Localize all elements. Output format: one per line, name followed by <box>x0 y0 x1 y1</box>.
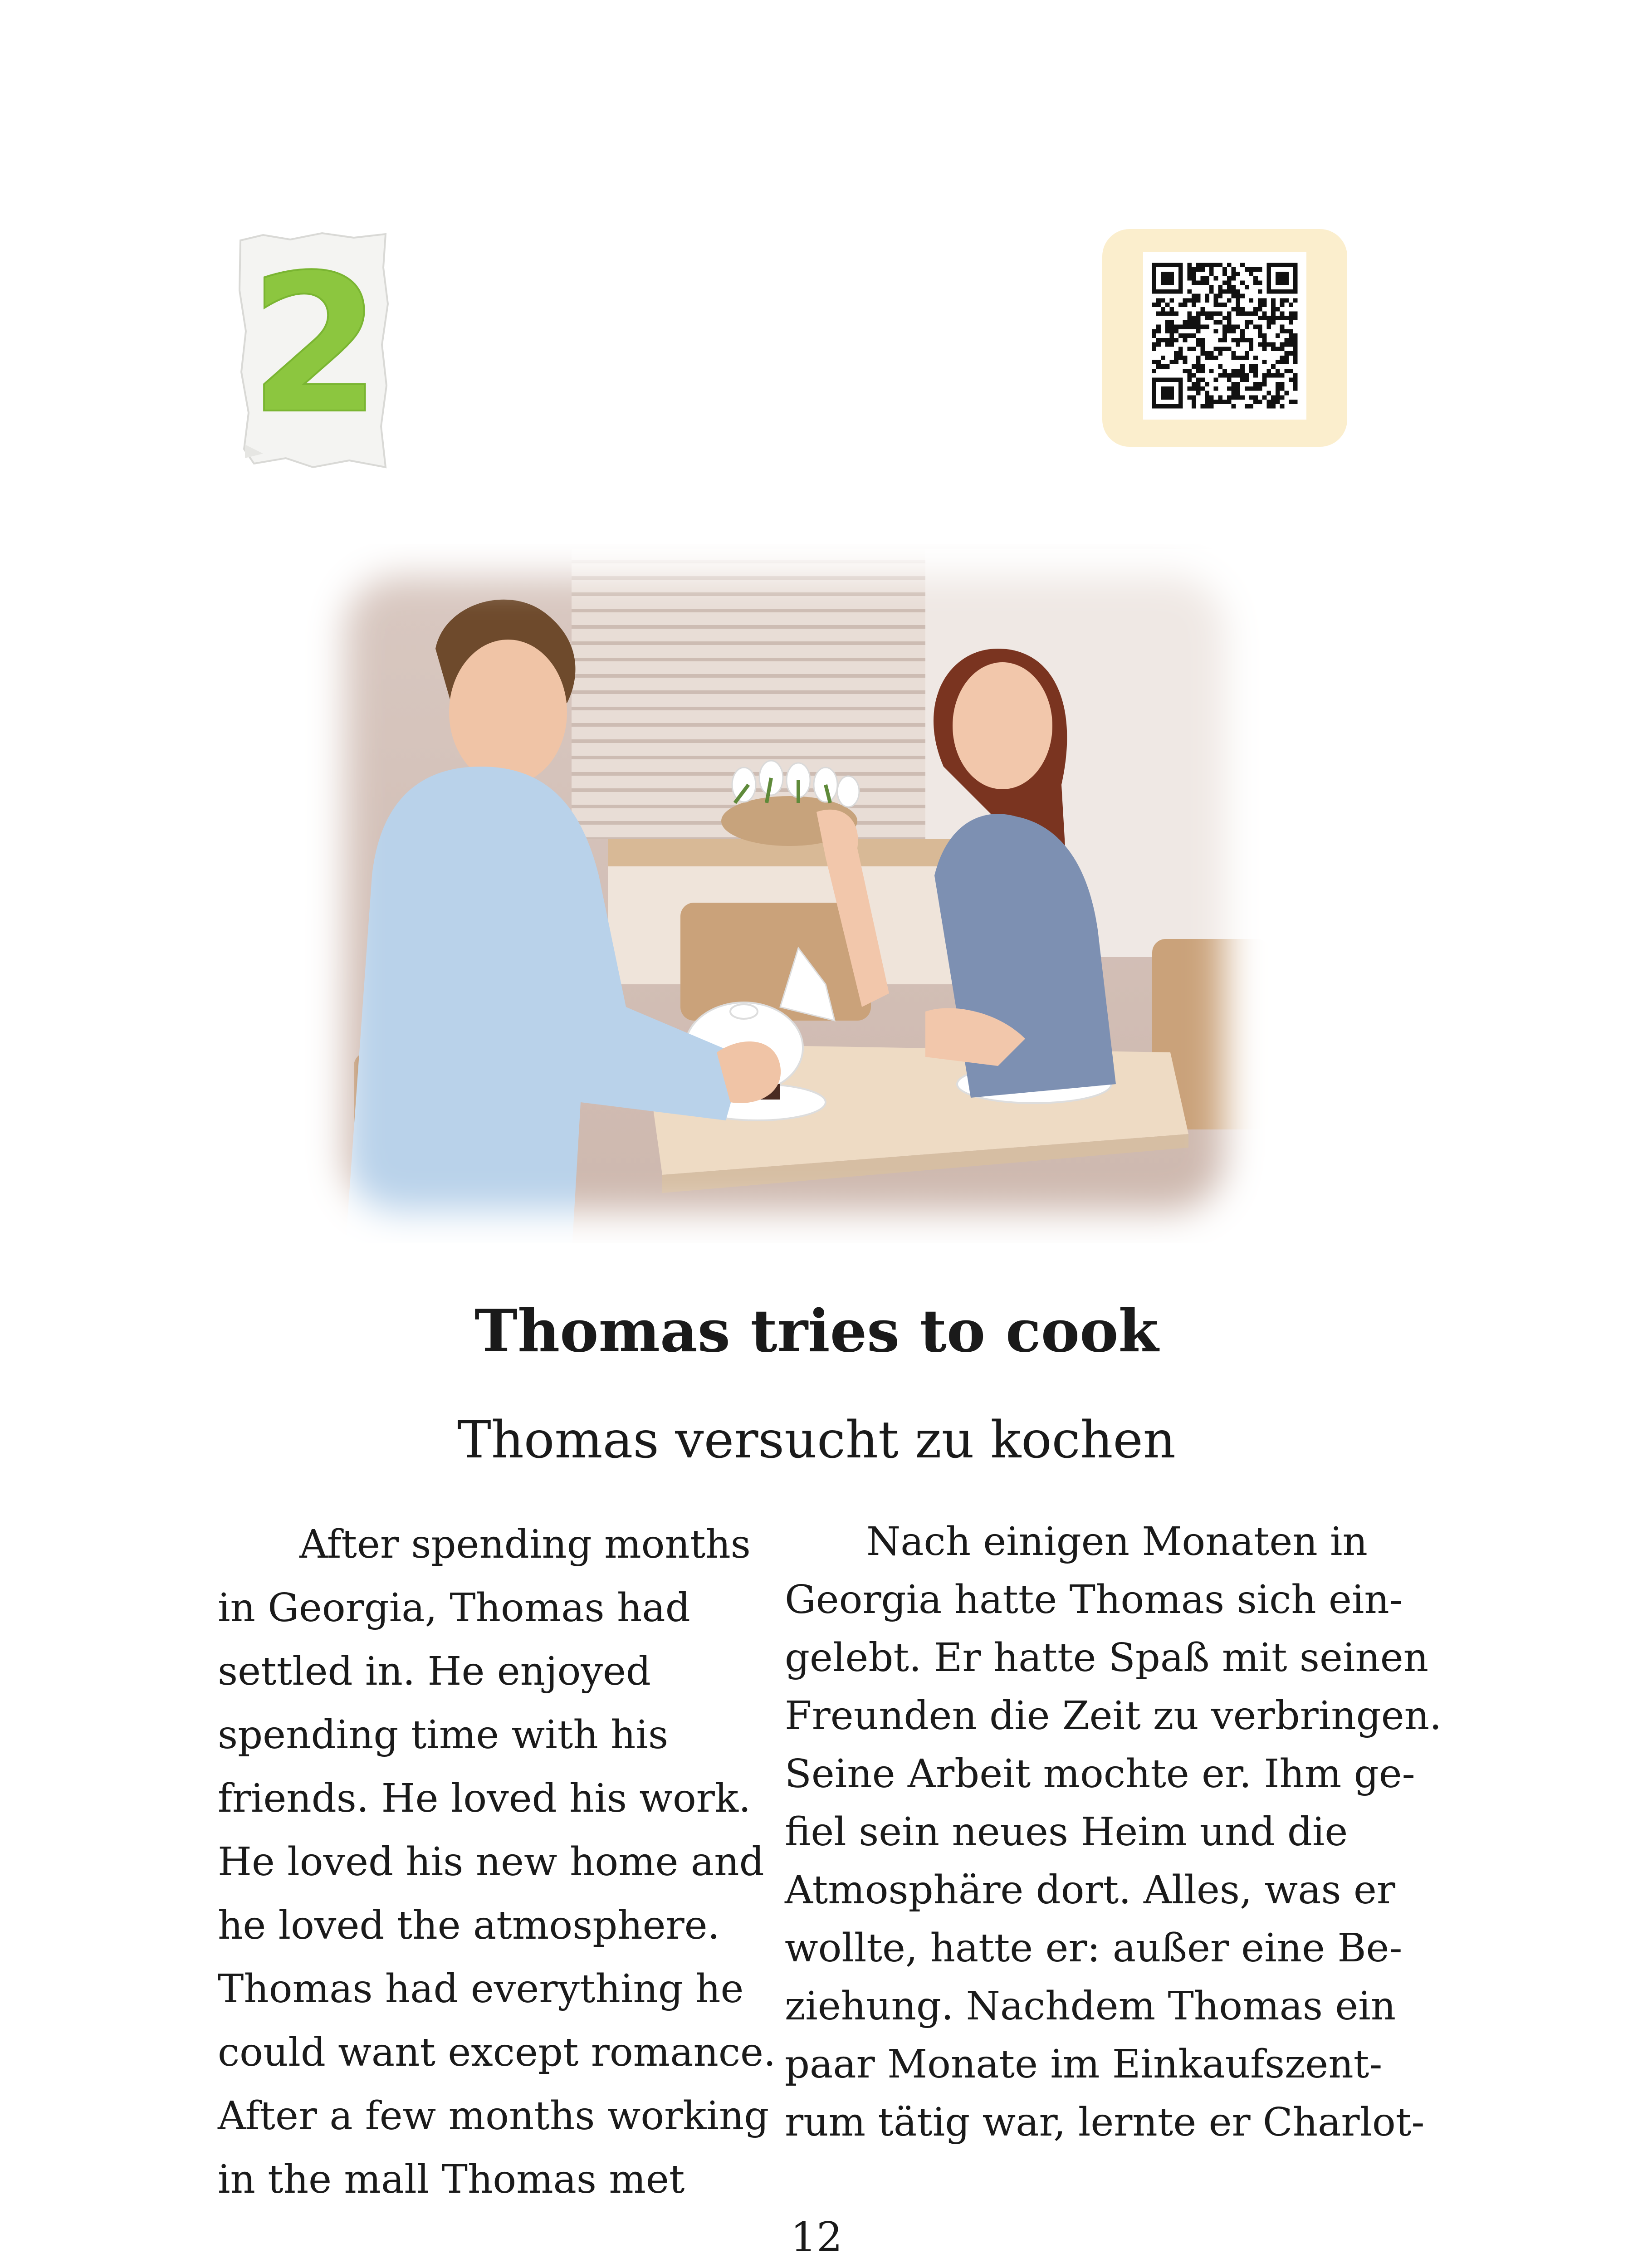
qr-code-panel <box>1102 229 1347 447</box>
text-line: gelebt. Er hatte Spaß mit seinen <box>785 1635 1429 1681</box>
text-line: fiel sein neues Heim und die <box>785 1809 1348 1855</box>
english-text-column <box>218 1513 776 2211</box>
text-line: Atmosphäre dort. Alles, was er <box>785 1867 1396 1913</box>
german-text-column <box>785 1513 1442 2151</box>
text-line: rum tätig war, lernte er Charlot- <box>785 2100 1425 2145</box>
text-line: paar Monate im Einkaufszent- <box>785 2042 1383 2087</box>
chapter-title: Thomas tries to cook <box>474 1297 1159 1365</box>
text-line: After a few months working <box>218 2093 769 2139</box>
chapter-number: 2 <box>249 234 382 456</box>
text-line: Nach einigen Monaten in <box>866 1519 1368 1564</box>
chapter-number-badge <box>236 231 395 476</box>
couple-at-table-photo <box>290 531 1279 1256</box>
text-line: ziehung. Nachdem Thomas ein <box>785 1984 1396 2029</box>
text-line: After spending months <box>299 1522 751 1567</box>
chapter-subtitle: Thomas versucht zu kochen <box>457 1411 1176 1470</box>
text-line: He loved his new home and <box>218 1839 764 1885</box>
text-line: friends. He loved his work. <box>218 1776 751 1821</box>
text-line: Freunden die Zeit zu verbringen. <box>785 1693 1442 1739</box>
torn-paper-icon <box>236 231 395 476</box>
qr-code-frame <box>1143 252 1306 420</box>
text-line: in the mall Thomas met <box>218 2157 685 2202</box>
text-line: could want except romance. <box>218 2030 776 2075</box>
chapter-illustration <box>290 531 1279 1256</box>
text-line: he loved the atmosphere. <box>218 1903 720 1948</box>
qr-code-icon[interactable] <box>1143 252 1306 420</box>
text-line: Thomas had everything he <box>218 1966 744 2012</box>
text-line: settled in. He enjoyed <box>218 1649 651 1694</box>
text-line: in Georgia, Thomas had <box>218 1585 690 1631</box>
text-line: spending time with his <box>218 1712 669 1758</box>
text-line: wollte, hatte er: außer eine Be- <box>785 1926 1403 1971</box>
text-line: Seine Arbeit mochte er. Ihm ge- <box>785 1751 1415 1797</box>
page-number: 12 <box>790 2214 843 2261</box>
text-line: Georgia hatte Thomas sich ein- <box>785 1577 1403 1623</box>
